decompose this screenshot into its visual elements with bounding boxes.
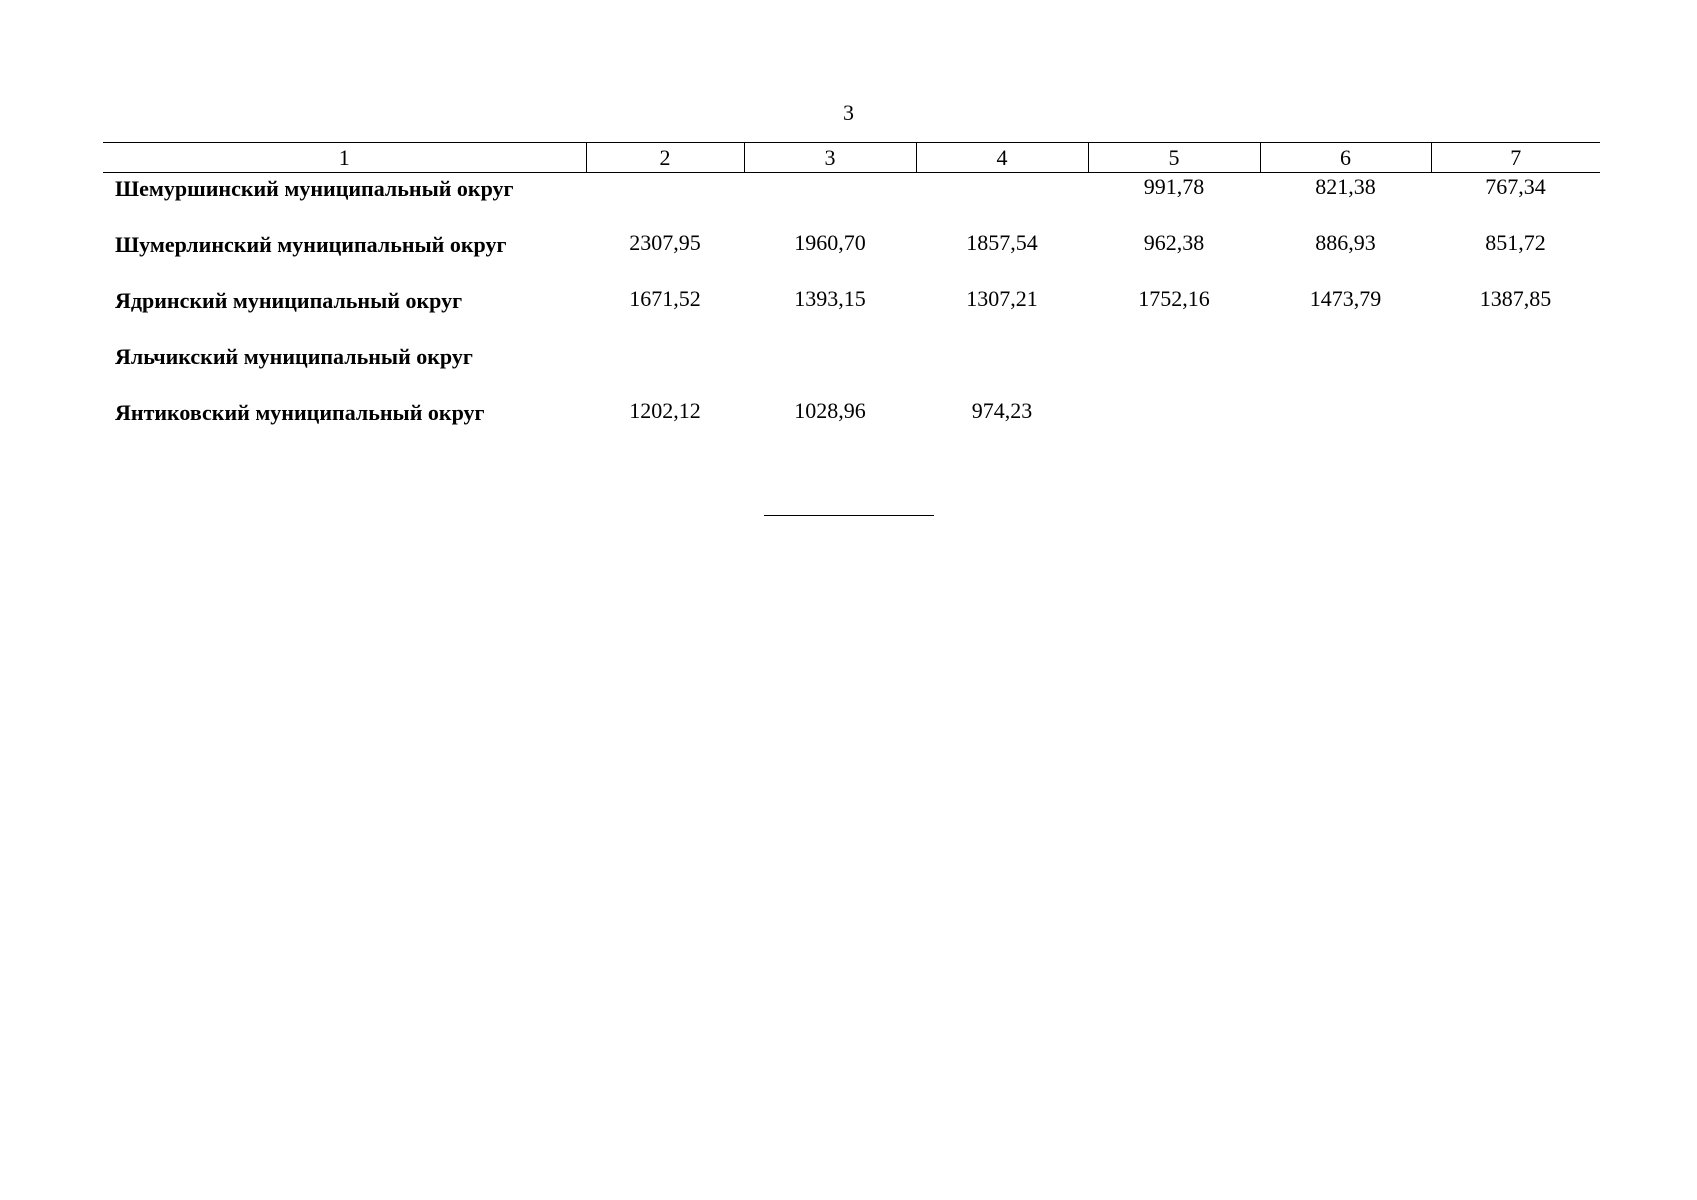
value-cell: 1473,79 xyxy=(1309,286,1382,311)
value-cell xyxy=(916,173,1088,230)
value-cell: 821,38 xyxy=(1315,174,1376,199)
column-header: 5 xyxy=(1088,143,1260,173)
data-table xyxy=(103,142,1600,453)
district-name: Ядринский муниципальный округ xyxy=(115,288,463,313)
value-cell: 1857,54 xyxy=(966,230,1038,255)
value-cell xyxy=(1260,341,1431,397)
value-cell: 1752,16 xyxy=(1138,286,1210,311)
district-name-cell xyxy=(103,341,586,397)
value-cell: 1307,21 xyxy=(966,286,1038,311)
district-name: Шумерлинский муниципальный округ xyxy=(115,232,507,257)
value-cell: 962,38 xyxy=(1143,230,1205,255)
value-cell: 1202,12 xyxy=(629,398,701,423)
value-cell xyxy=(586,341,744,397)
district-name: Шемуршинский муниципальный округ xyxy=(115,176,514,201)
value-cell xyxy=(744,173,916,230)
district-name-cell xyxy=(103,397,586,453)
value-cell: 2307,95 xyxy=(629,230,701,255)
table-row xyxy=(103,229,1600,285)
table-row xyxy=(103,341,1600,397)
value-cell xyxy=(1431,397,1600,453)
column-header: 1 xyxy=(103,143,586,173)
table-row xyxy=(103,173,1600,230)
value-cell: 1671,52 xyxy=(629,286,701,311)
value-cell: 1387,85 xyxy=(1479,286,1552,311)
value-cell: 991,78 xyxy=(1143,174,1205,199)
district-name-cell xyxy=(103,229,586,285)
value-cell xyxy=(1431,341,1600,397)
value-cell xyxy=(586,173,744,230)
district-name: Яльчикский муниципальный округ xyxy=(115,344,473,369)
page-number: 3 xyxy=(843,100,854,125)
district-name: Янтиковский муниципальный округ xyxy=(115,400,485,425)
column-header: 7 xyxy=(1431,143,1600,173)
value-cell: 767,34 xyxy=(1485,174,1546,199)
value-cell xyxy=(1088,397,1260,453)
table-row xyxy=(103,285,1600,341)
value-cell xyxy=(1088,341,1260,397)
table-header xyxy=(103,143,1600,173)
column-header: 2 xyxy=(586,143,744,173)
value-cell: 851,72 xyxy=(1485,230,1546,255)
column-header: 4 xyxy=(916,143,1088,173)
end-divider-line xyxy=(764,515,934,516)
column-header: 3 xyxy=(744,143,916,173)
column-header: 6 xyxy=(1260,143,1431,173)
table-body xyxy=(103,173,1600,454)
district-name-cell xyxy=(103,173,586,230)
table-row xyxy=(103,397,1600,453)
value-cell: 886,93 xyxy=(1315,230,1376,255)
district-name-cell xyxy=(103,285,586,341)
value-cell: 1393,15 xyxy=(794,286,866,311)
value-cell: 1960,70 xyxy=(794,230,866,255)
header-row xyxy=(103,143,1600,173)
value-cell: 1028,96 xyxy=(794,398,866,423)
value-cell xyxy=(916,341,1088,397)
value-cell xyxy=(744,341,916,397)
value-cell: 974,23 xyxy=(971,398,1033,423)
value-cell xyxy=(1260,397,1431,453)
